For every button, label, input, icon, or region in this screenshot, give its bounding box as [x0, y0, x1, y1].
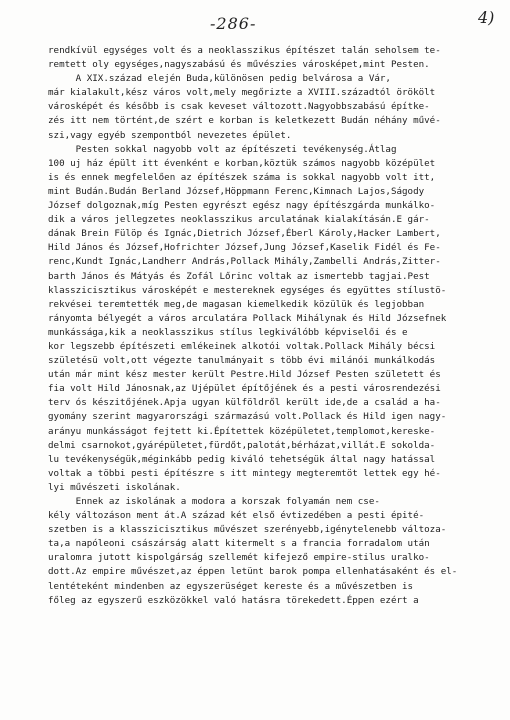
text-line: dott.Az empire művészet,az éppen letünt barok pompa ellenhatásaként és el-	[48, 566, 458, 578]
text-line: gyomány szerint magyarországi származású volt.Pollack és Hild igen nagy-	[48, 411, 447, 423]
folio-number: 4)	[478, 8, 495, 27]
text-line: Hild János és József,Hofrichter József,Jung József,Kaselik Fidél és Fe-	[48, 242, 441, 254]
text-line: barth János és Mátyás és Zofál Lőrinc voltak az ismertebb tagjai.Pest	[48, 270, 430, 282]
text-line: szi,vagy egyéb szempontból nevezetes épület.	[48, 129, 292, 141]
text-line: Ennek az iskolának a modora a korszak folyamán nem cse-	[48, 496, 380, 507]
text-line: A XIX.század elején Buda,különösen pedig belvárosa a Vár,	[48, 73, 391, 85]
page-number: -286-	[210, 14, 257, 33]
text-line: születésü volt,ott végezte tanulmányait s több évi milánói munkálkodás	[48, 355, 436, 367]
text-line: dának Brein Fülöp és Ignác,Dietrich József,Éberl Károly,Hacker Lambert,	[48, 228, 441, 240]
text-line: munkássága,kik a neoklasszikus stílus legkiválóbb képviselői és e	[48, 326, 408, 338]
text-line: uralomra jutott kispolgárság szellemét kifejező empire-stilus uralko-	[48, 552, 430, 564]
text-line: szetben is a klasszicisztikus művészet szerényebb,igénytelenebb változa-	[48, 524, 447, 536]
text-line: zés itt nem történt,de szért e korban is keletkezett Budán néhány művé-	[48, 115, 441, 127]
text-line: rekvései teremtették meg,de magasan kiemelkedik közülük és legjobban	[48, 298, 425, 310]
text-line: terv ós készitőjének.Apja ugyan külföldről került ide,de a család a ha-	[48, 397, 441, 409]
text-line: remtett oly egységes,nagyszabású és művészies városképet,mint Pesten.	[48, 59, 430, 71]
text-line: arányu munkásságot fejtett ki.Építettek középületet,templomot,kereske-	[48, 425, 436, 437]
text-line: kor legszebb építészeti emlékeinek alkotói voltak.Pollack Mihály bécsi	[48, 340, 436, 352]
text-line: ta,a napóleoni császárság alatt kitermelt s a francia forradalom után	[48, 538, 430, 550]
text-line: mint Budán.Budán Berland József,Höppmann Ferenc,Kimnach Lajos,Ságody	[48, 185, 425, 197]
text-line: rendkívül egységes volt és a neoklasszikus építészet talán seholsem te-	[48, 45, 441, 56]
text-line: dik a város jellegzetes neoklasszikus arculatának kialakításán.E gár-	[48, 214, 430, 226]
text-line: lyi művészeti iskolának.	[48, 481, 181, 493]
text-line: delmi csarnokot,gyárépületet,fürdőt,palotát,bérházat,villát.E sokolda-	[48, 439, 436, 451]
text-line: lu tevékenységük,méginkább pedig kiváló tehetségük által nagy hatással	[48, 453, 436, 465]
text-line: után már mint kész mester került Pestre.Hild József Pesten született és	[48, 369, 441, 381]
text-line: Pesten sokkal nagyobb volt az építészeti tevékenység.Átlag	[48, 143, 397, 155]
body-text	[48, 44, 478, 608]
text-line: fia volt Hild Jánosnak,az Ujépület építőjének és a pesti városrendezési	[48, 383, 441, 395]
text-line: főleg az egyszerű eszközökkel való hatásra törekedett.Éppen ezért a	[48, 594, 419, 606]
text-line: voltak a többi pesti építészre s itt mintegy megteremtöt lettek egy hé-	[48, 467, 441, 479]
text-line: kély változáson ment át.A század két első évtizedében a pesti épité-	[48, 510, 425, 522]
text-line: renc,Kundt Ignác,Landherr András,Pollack Mihály,Zambelli András,Zitter-	[48, 256, 441, 268]
text-line: József dolgoznak,míg Pesten egyrészt egész nagy építészgárda munkálko-	[48, 200, 436, 212]
text-line: klasszicisztikus városképét e mestereknek egységes és együttes stílustö-	[48, 284, 447, 296]
text-line: már kialakult,kész város volt,mely megőrizte a XVIII.századtól örökölt	[48, 87, 436, 99]
text-line: 100 uj ház épült itt évenként e korban,köztük számos nagyobb középület	[48, 157, 436, 169]
text-line: lentéteként mindenben az egyszerüséget kereste és a művészetben is	[48, 580, 414, 592]
text-line: is és ennek megfelelően az építészek száma is sokkal nagyobb volt itt,	[48, 171, 436, 183]
text-line: rányomta bélyegét a város arculatára Pollack Mihálynak és Hild Józsefnek	[48, 312, 447, 324]
text-line: városképét és később is csak keveset változott.Nagyobbszabású építke-	[48, 101, 430, 113]
